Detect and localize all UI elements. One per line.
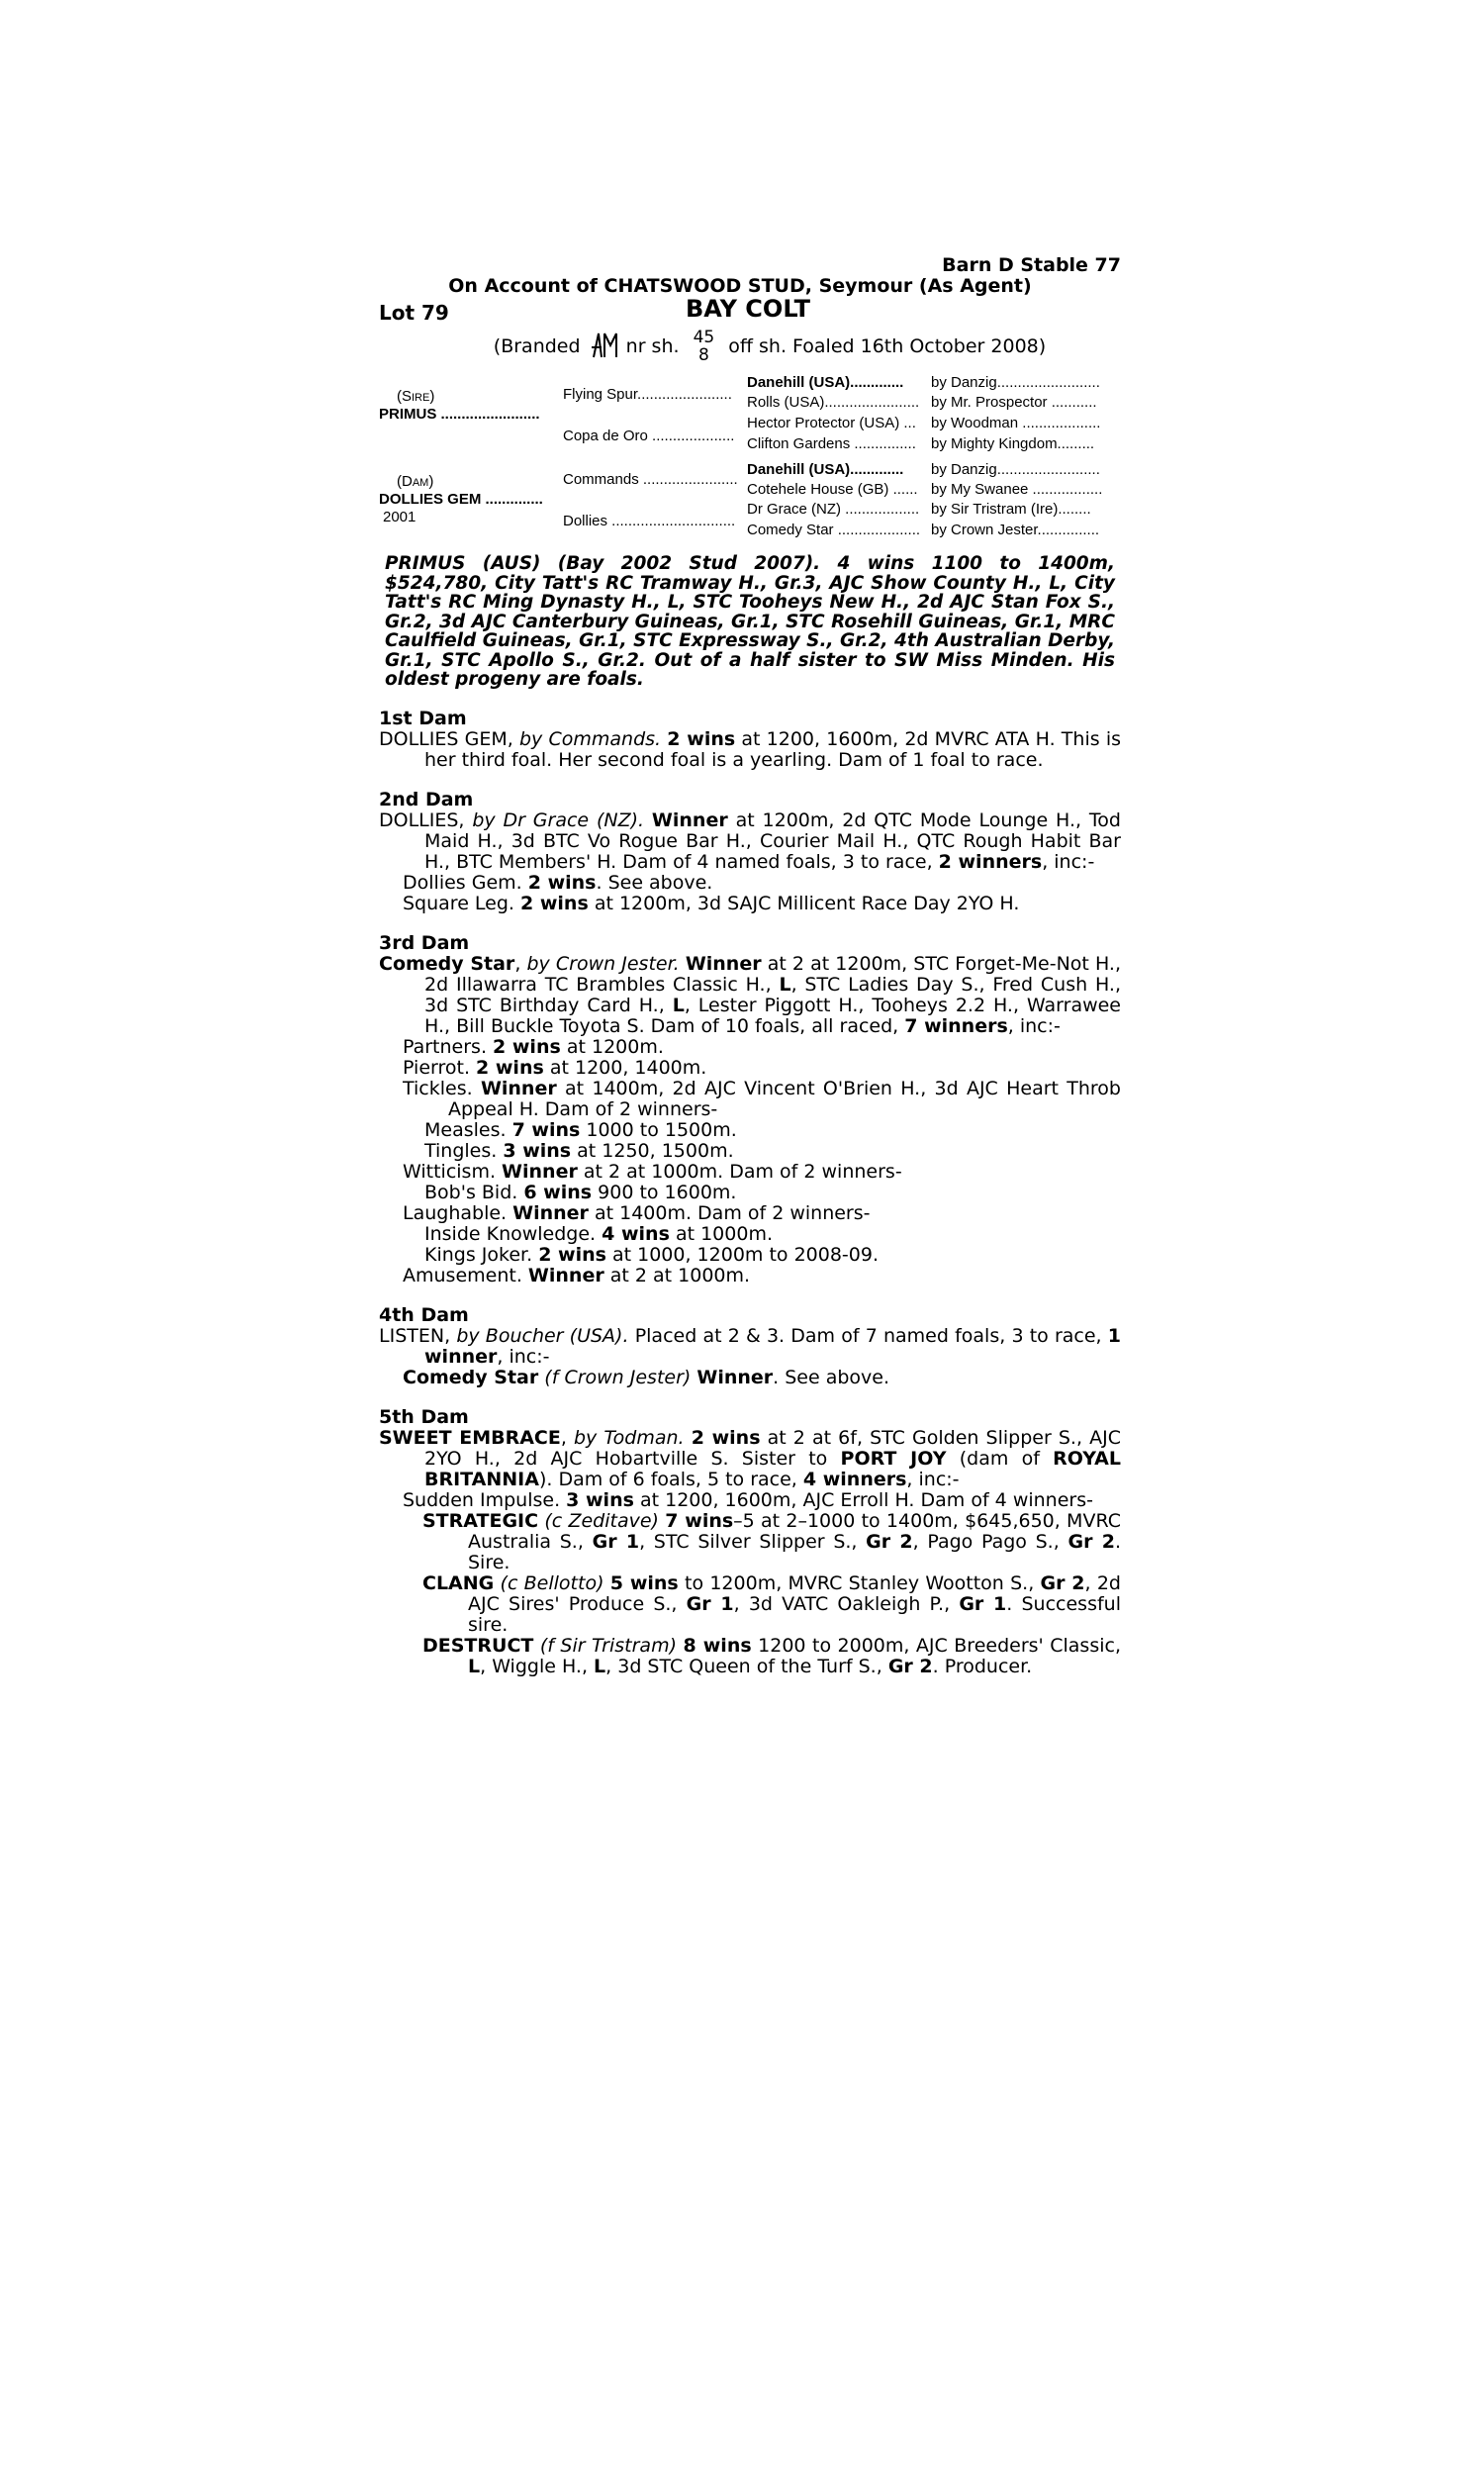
grand-progeny-entry bbox=[379, 1141, 1121, 1162]
barn-stable: Barn D Stable 77 bbox=[942, 254, 1121, 276]
record: at 2 at 6f, STC Golden Slipper S., AJC 2YO H., 2d AJC Hobartville S. Sister to bbox=[424, 1426, 1121, 1470]
sire-biography: PRIMUS (AUS) (Bay 2002 Stud 2007). 4 wins 1100 to 1400m, $524,780, City Tatt's RC Tramway H., Gr.3, AJC Show County H., L, City Tatt's RC Ming Dynasty H., L, STC Tooheys New H., 2d AJC Stan Fox S., Gr.2, 3d AJC Canterbury Guineas, Gr.1, STC Rosehill Guineas, Gr.1, MRC Caulfield Guineas, Gr.1, STC Expressway S., Gr.2, 4th Australian Derby, Gr.1, STC Apollo S., Gr.2. Out of a half sister to SW Miss Minden. His oldest progeny are foals. bbox=[385, 553, 1115, 690]
wins: 5 wins bbox=[609, 1571, 679, 1594]
progeny-name: Comedy Star bbox=[403, 1366, 539, 1388]
record: 900 to 1600m. bbox=[598, 1181, 737, 1203]
ggg-2: by Mr. Prospector ........... bbox=[931, 394, 1097, 411]
record: at 1200, 1600m, 2d MVRC ATA H. This is her third foal. Her second foal is a yearling. Dam of 1 foal to race. bbox=[424, 727, 1121, 771]
dam-name: DOLLIES GEM .............. bbox=[379, 491, 543, 508]
progeny-name: Laughable. bbox=[403, 1201, 508, 1224]
group-1: Gr 1 bbox=[959, 1592, 1007, 1615]
lot-number: Lot 79 bbox=[379, 301, 449, 325]
wins: 2 wins bbox=[476, 1056, 544, 1079]
group-1: Gr 1 bbox=[592, 1530, 640, 1553]
record: , STC Ladies Day S., Fred Cush H., 3d STC Birthday Card H., bbox=[424, 973, 1121, 1016]
record: at 2 at 1000m. bbox=[609, 1264, 751, 1286]
dam-name: Comedy Star bbox=[379, 952, 515, 975]
record: . See above. bbox=[596, 871, 713, 894]
gg-6: Cotehele House (GB) ...... bbox=[747, 481, 918, 498]
wins: 7 wins bbox=[511, 1118, 581, 1141]
progeny-entry bbox=[379, 894, 1121, 914]
ggg-7: by Sir Tristram (Ire)........ bbox=[931, 501, 1091, 518]
record: . Sire. bbox=[468, 1530, 1121, 1573]
progeny-sire: (f Sir Tristram) bbox=[539, 1634, 677, 1657]
progeny-entry bbox=[379, 1079, 1121, 1120]
listed: L bbox=[594, 1655, 606, 1677]
sire-dam: Copa de Oro .................... bbox=[563, 428, 735, 444]
wins: 2 wins bbox=[691, 1426, 761, 1449]
dam-name: DOLLIES GEM, bbox=[379, 727, 513, 750]
second-dam-entry bbox=[379, 810, 1121, 873]
wins: 4 wins bbox=[602, 1222, 670, 1245]
gg-5: Danehill (USA)............. bbox=[747, 461, 904, 478]
record: at 1200, 1400m. bbox=[549, 1056, 707, 1079]
sire-label: (Sire) bbox=[397, 388, 435, 405]
dam-dam: Dollies .............................. bbox=[563, 513, 736, 529]
dam-sire: by Commands. bbox=[518, 727, 662, 750]
winners: 2 winners bbox=[938, 850, 1043, 873]
dam-sire: by Todman. bbox=[574, 1426, 685, 1449]
wins: 3 wins bbox=[566, 1488, 634, 1511]
group-2: Gr 2 bbox=[1040, 1571, 1085, 1594]
wins: 8 wins bbox=[683, 1634, 752, 1657]
record: at 1000, 1200m to 2008-09. bbox=[611, 1243, 879, 1266]
group-2: Gr 2 bbox=[887, 1655, 933, 1677]
grand-progeny-entry bbox=[379, 1511, 1121, 1573]
record: . Producer. bbox=[932, 1655, 1033, 1677]
inc: , inc:- bbox=[1042, 850, 1095, 873]
group-2: Gr 2 bbox=[866, 1530, 913, 1553]
grand-progeny-entry bbox=[379, 1224, 1121, 1245]
wins: Winner bbox=[685, 952, 762, 975]
record: at 2 at 1200m, STC Forget-Me-Not H., 2d Illawarra TC Brambles Classic H., bbox=[424, 952, 1121, 996]
dam-year: 2001 bbox=[383, 509, 417, 525]
record: at 1250, 1500m. bbox=[577, 1139, 734, 1162]
first-dam-heading: 1st Dam bbox=[379, 707, 467, 729]
grand-progeny-entry bbox=[379, 1636, 1121, 1677]
progeny-sire: (c Zeditave) bbox=[544, 1509, 659, 1532]
wins: 2 wins bbox=[538, 1243, 606, 1266]
record: , 3d VATC Oakleigh P., bbox=[733, 1592, 951, 1615]
progeny-name: Measles. bbox=[424, 1118, 507, 1141]
wins: 2 wins bbox=[527, 871, 597, 894]
brand-number-bottom: 8 bbox=[697, 345, 709, 365]
progeny-name: Dollies Gem. bbox=[403, 871, 522, 894]
pedigree-table bbox=[379, 374, 1121, 540]
record: , 3d STC Queen of the Turf S., bbox=[605, 1655, 882, 1677]
grand-progeny-entry bbox=[379, 1573, 1121, 1636]
wins: 3 wins bbox=[503, 1139, 572, 1162]
fifth-dam-heading: 5th Dam bbox=[379, 1405, 469, 1428]
record: , 2d AJC Sires' Produce S., bbox=[468, 1571, 1121, 1615]
inc: , inc:- bbox=[906, 1468, 960, 1490]
wins: Winner bbox=[527, 1264, 604, 1286]
progeny-name: Kings Joker. bbox=[424, 1243, 533, 1266]
dam-sire: by Boucher (USA). bbox=[456, 1324, 629, 1347]
wins: Winner bbox=[480, 1077, 557, 1099]
wins: 2 wins bbox=[520, 892, 589, 914]
lot-row bbox=[379, 295, 1121, 329]
record: 1200 to 2000m, AJC Breeders' Classic, bbox=[758, 1634, 1121, 1657]
progeny-name: Sudden Impulse. bbox=[403, 1488, 561, 1511]
wins: Winner bbox=[502, 1160, 578, 1183]
winners: 1 winner bbox=[424, 1324, 1122, 1368]
record: , Wiggle H., bbox=[480, 1655, 588, 1677]
progeny-name: Inside Knowledge. bbox=[424, 1222, 597, 1245]
dam-name: DOLLIES, bbox=[379, 809, 465, 831]
record: –5 at 2–1000 to 1400m, $645,650, MVRC Australia S., bbox=[468, 1509, 1121, 1553]
brand-suffix: off sh. Foaled 16th October 2008) bbox=[728, 334, 1047, 357]
catalogue-page bbox=[379, 255, 1121, 1677]
record: Placed at 2 & 3. Dam of 7 named foals, 3 to race, bbox=[634, 1324, 1102, 1347]
wins: Winner bbox=[512, 1201, 589, 1224]
record: , Lester Piggott H., Tooheys 2.2 H., Warrawee H., Bill Buckle Toyota S. Dam of 10 foals, all raced, bbox=[424, 994, 1122, 1037]
progeny-name: Tingles. bbox=[424, 1139, 498, 1162]
gg-2: Rolls (USA)....................... bbox=[747, 394, 920, 411]
progeny-name: CLANG bbox=[422, 1571, 495, 1594]
dam-sire: by Crown Jester. bbox=[526, 952, 680, 975]
progeny-entry bbox=[379, 873, 1121, 894]
progeny-name: Amusement. bbox=[403, 1264, 522, 1286]
group-1: Gr 1 bbox=[686, 1592, 734, 1615]
wins: 7 wins bbox=[665, 1509, 734, 1532]
listed: L bbox=[672, 994, 685, 1016]
progeny-entry bbox=[379, 1490, 1121, 1511]
grand-progeny-entry bbox=[379, 1183, 1121, 1203]
brand-line bbox=[418, 329, 1121, 368]
wins: Winner bbox=[651, 809, 728, 831]
winners: 4 winners bbox=[802, 1468, 907, 1490]
progeny-entry bbox=[379, 1162, 1121, 1183]
wins: 2 wins bbox=[493, 1035, 561, 1058]
gg-1: Danehill (USA)............. bbox=[747, 374, 904, 391]
sire-sire: Flying Spur....................... bbox=[563, 386, 732, 403]
brand-number bbox=[694, 329, 715, 364]
gg-7: Dr Grace (NZ) .................. bbox=[747, 501, 920, 518]
progeny-entry bbox=[379, 1058, 1121, 1079]
wins: 6 wins bbox=[523, 1181, 593, 1203]
fourth-dam-heading: 4th Dam bbox=[379, 1303, 469, 1326]
progeny-name: Bob's Bid. bbox=[424, 1181, 518, 1203]
ggg-4: by Mighty Kingdom......... bbox=[931, 435, 1095, 452]
lot-title: BAY COLT bbox=[686, 295, 811, 323]
relative-name: ROYAL BRITANNIA bbox=[424, 1447, 1121, 1490]
brand-number-top: 45 bbox=[693, 328, 715, 347]
record: . See above. bbox=[773, 1366, 890, 1388]
record: at 1400m, 2d AJC Vincent O'Brien H., 3d AJC Heart Throb Appeal H. Dam of 2 winners- bbox=[448, 1077, 1121, 1120]
record: . Successful sire. bbox=[468, 1592, 1121, 1636]
third-dam-entry: Comedy Star, by Crown Jester. Winner at 2 at 1200m, STC Forget-Me-Not H., 2d Illawarra TC Brambles Classic H., L, STC Ladies Day S., Fred Cush H., 3d STC Birthday Card H., L, Lester Piggott H., Tooheys 2.2 H., Warrawee H., Bill Buckle Toyota S. Dam of 10 foals, all raced, 7 winners, inc:- bbox=[379, 952, 1122, 1037]
ggg-1: by Danzig......................... bbox=[931, 374, 1100, 391]
group-2: Gr 2 bbox=[1067, 1530, 1115, 1553]
vendor-account: On Account of CHATSWOOD STUD, Seymour (As Agent) bbox=[448, 275, 1032, 297]
sibling-name: PORT JOY bbox=[840, 1447, 947, 1470]
dam-label: (Dam) bbox=[397, 473, 434, 490]
progeny-name: DESTRUCT bbox=[422, 1634, 534, 1657]
record: (dam of bbox=[959, 1447, 1040, 1470]
inc: , inc:- bbox=[497, 1345, 550, 1368]
listed: L bbox=[779, 973, 791, 996]
record: at 2 at 1000m. Dam of 2 winners- bbox=[583, 1160, 902, 1183]
dam-name: SWEET EMBRACE bbox=[379, 1426, 561, 1449]
record: at 1200m, 3d SAJC Millicent Race Day 2YO H. bbox=[594, 892, 1020, 914]
dam-sire: by Dr Grace (NZ). bbox=[472, 809, 645, 831]
record: , Pago Pago S., bbox=[912, 1530, 1060, 1553]
grand-progeny-entry bbox=[379, 1245, 1121, 1266]
progeny-sire: (f Crown Jester) bbox=[544, 1366, 692, 1388]
progeny-name: STRATEGIC bbox=[422, 1509, 539, 1532]
dam-sire: Commands ....................... bbox=[563, 471, 738, 488]
progeny-entry bbox=[379, 1037, 1121, 1058]
inc: , inc:- bbox=[1007, 1014, 1061, 1037]
progeny-entry bbox=[379, 1203, 1121, 1224]
winners: 7 winners bbox=[904, 1014, 1008, 1037]
progeny-name: Pierrot. bbox=[403, 1056, 470, 1079]
progeny-entry bbox=[379, 1368, 1121, 1388]
progeny-entry bbox=[379, 1266, 1121, 1286]
record: 1000 to 1500m. bbox=[586, 1118, 737, 1141]
record: ). Dam of 6 foals, 5 to race, bbox=[538, 1468, 797, 1490]
fifth-dam-entry: SWEET EMBRACE, by Todman. 2 wins at 2 at 6f, STC Golden Slipper S., AJC 2YO H., 2d AJC Hobartville S. Sister to PORT JOY (dam of ROYAL BRITANNIA). Dam of 6 foals, 5 to race, 4 winners, inc:- bbox=[379, 1426, 1121, 1490]
progeny-name: Tickles. bbox=[403, 1077, 473, 1099]
record: at 1200, 1600m, AJC Erroll H. Dam of 4 winners- bbox=[639, 1488, 1093, 1511]
record: , STC Silver Slipper S., bbox=[639, 1530, 858, 1553]
record: at 1400m. Dam of 2 winners- bbox=[594, 1201, 871, 1224]
brand-prefix: (Branded bbox=[493, 334, 581, 357]
fourth-dam-entry bbox=[379, 1326, 1121, 1368]
gg-3: Hector Protector (USA) ... bbox=[747, 415, 916, 431]
wins: 2 wins bbox=[667, 727, 736, 750]
second-dam-heading: 2nd Dam bbox=[379, 788, 474, 810]
record: at 1000m. bbox=[675, 1222, 773, 1245]
record: to 1200m, MVRC Stanley Wootton S., bbox=[685, 1571, 1035, 1594]
wins: Winner bbox=[696, 1366, 774, 1388]
listed: L bbox=[468, 1655, 481, 1677]
first-dam-entry bbox=[379, 729, 1121, 771]
ggg-6: by My Swanee ................. bbox=[931, 481, 1103, 498]
ggg-8: by Crown Jester............... bbox=[931, 522, 1100, 538]
third-dam-heading: 3rd Dam bbox=[379, 931, 470, 954]
record: at 1200m. bbox=[566, 1035, 664, 1058]
progeny-name: Partners. bbox=[403, 1035, 487, 1058]
gg-8: Comedy Star .................... bbox=[747, 522, 921, 538]
progeny-name: Square Leg. bbox=[403, 892, 514, 914]
sire-name: PRIMUS ........................ bbox=[379, 406, 540, 423]
brand-mid: nr sh. bbox=[625, 334, 680, 357]
progeny-name: Witticism. bbox=[403, 1160, 496, 1183]
grand-progeny-entry bbox=[379, 1120, 1121, 1141]
gg-4: Clifton Gardens ............... bbox=[747, 435, 916, 452]
ggg-3: by Woodman ................... bbox=[931, 415, 1101, 431]
progeny-sire: (c Bellotto) bbox=[500, 1571, 604, 1594]
ggg-5: by Danzig......................... bbox=[931, 461, 1100, 478]
brand-mark-icon bbox=[591, 330, 620, 364]
dam-name: LISTEN, bbox=[379, 1324, 451, 1347]
record: at 1200m, 2d QTC Mode Lounge H., Tod Maid H., 3d BTC Vo Rogue Bar H., Courier Mail H., QTC Rough Habit Bar H., BTC Members' H. Dam of 4 named foals, 3 to race, bbox=[424, 809, 1121, 873]
